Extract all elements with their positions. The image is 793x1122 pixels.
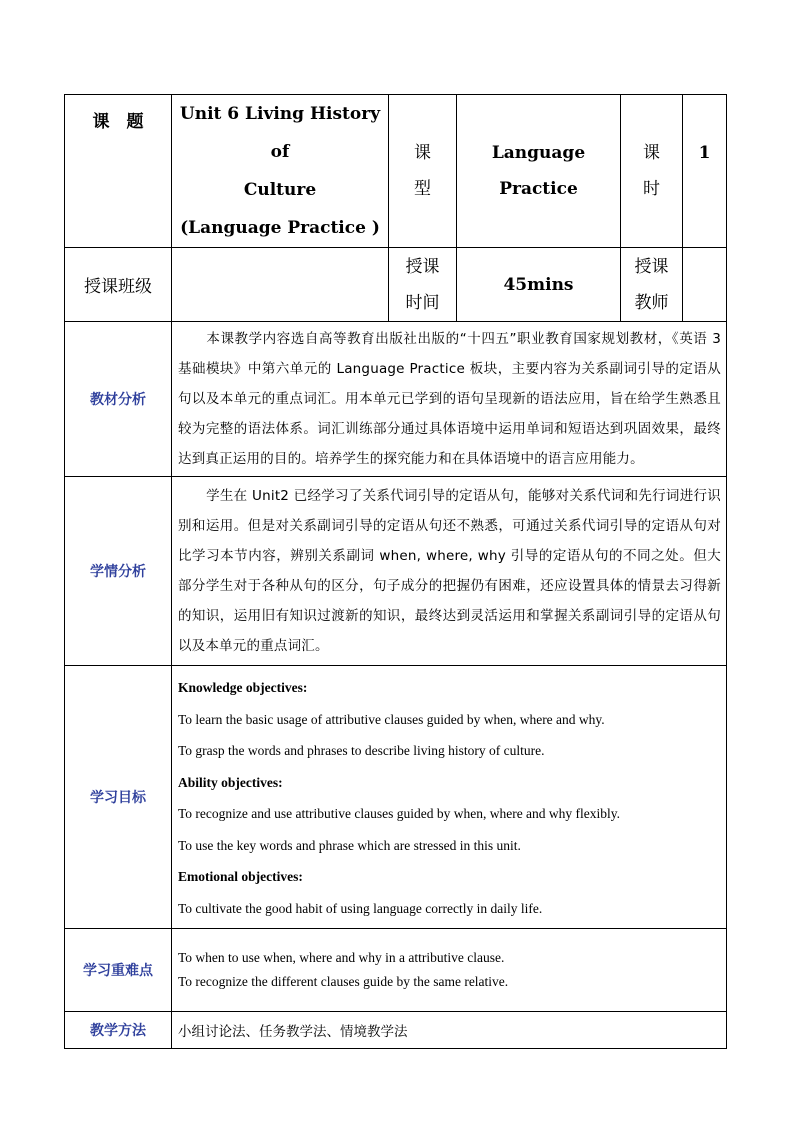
time-label-2: 时间 [405, 292, 440, 313]
time-label-1: 授课 [405, 256, 440, 277]
difficulties-label-cell [65, 929, 172, 1012]
ability-objectives-heading: Ability objectives: [178, 774, 283, 790]
difficulty-2: To recognize the different clauses guide by the same relative. [178, 974, 509, 989]
lesson-plan-table [64, 94, 727, 1049]
knowledge-objective-1: To learn the basic usage of attributive clauses guided by when, where and why. [178, 711, 605, 727]
class-label: 授课班级 [84, 277, 152, 297]
teacher-value-cell [683, 248, 727, 322]
material-text-cell [172, 322, 727, 477]
difficulties-cell [172, 929, 727, 1012]
teacher-label-2: 教师 [634, 292, 669, 313]
topic-line-1: Unit 6 Living History of [179, 104, 381, 162]
topic-line-3: (Language Practice ) [180, 218, 380, 238]
students-text: 学生在 Unit2 已经学习了关系代词引导的定语从句，能够对关系代词和先行词进行识别和运用。但是对关系副词引导的定语从句还不熟悉，可通过关系代词引导的定语从句对比学习本节内容，辨别关系副词 when, where, why 引导的定语从句的不同之处。但大部分学生对于各种从句的区分，句子成分的把握仍有困难，还应设置具体的情景去习得新的知识，运用旧有知识过渡新的知识，最终达到灵活运用和掌握关系副词引导的定语从句以及本单元的重点词汇。 [178, 488, 721, 654]
topic-line-2: Culture [243, 180, 317, 200]
time-value-cell [457, 248, 621, 322]
time-value: 45mins [503, 274, 574, 295]
class-value-cell [172, 248, 389, 322]
students-label: 学情分析 [90, 564, 146, 580]
topic-label-cell [65, 95, 172, 248]
methods-label: 教学方法 [90, 1023, 146, 1039]
hours-label-cell [621, 95, 683, 248]
material-label: 教材分析 [90, 392, 146, 408]
students-row [65, 477, 727, 666]
objectives-label: 学习目标 [90, 790, 146, 806]
difficulties-row [65, 929, 727, 1012]
teacher-label-cell [621, 248, 683, 322]
type-value-cell [457, 95, 621, 248]
emotional-objective-1: To cultivate the good habit of using language correctly in daily life. [178, 900, 543, 916]
material-row [65, 322, 727, 477]
topic-value-cell [172, 95, 389, 248]
hours-label-1: 课 [643, 143, 660, 163]
methods-cell [172, 1012, 727, 1049]
objectives-cell [172, 666, 727, 929]
difficulty-1: To when to use when, where and why in a attributive clause. [178, 950, 505, 965]
hours-value: 1 [698, 143, 711, 163]
objectives-label-cell [65, 666, 172, 929]
teacher-label-1: 授课 [634, 256, 669, 277]
type-value-2: Practice [499, 179, 578, 199]
hours-label-2: 时 [643, 179, 660, 199]
methods-text: 小组讨论法、任务教学法、情境教学法 [178, 1024, 408, 1040]
methods-row [65, 1012, 727, 1049]
type-label-cell [389, 95, 457, 248]
methods-label-cell [65, 1012, 172, 1049]
material-label-cell [65, 322, 172, 477]
students-label-cell [65, 477, 172, 666]
type-label-1: 课 [414, 143, 431, 163]
students-text-cell [172, 477, 727, 666]
objectives-row [65, 666, 727, 929]
class-row [65, 248, 727, 322]
topic-label: 课 题 [92, 112, 144, 132]
type-value-1: Language [491, 143, 586, 163]
time-label-cell [389, 248, 457, 322]
material-text: 本课教学内容选自高等教育出版社出版的“十四五”职业教育国家规划教材，《英语 3 基础模块》中第六单元的 Language Practice 板块，主要内容为关系副词引导的定语从句以及本单元的重点词汇。用本单元已学到的语句呈现新的语法应用，旨在给学生熟悉且较为完整的语法体系。词汇训练部分通过具体语境中运用单词和短语达到巩固效果，最终达到真正运用的目的。培养学生的探究能力和在具体语境中的语言应用能力。 [178, 331, 721, 467]
knowledge-objective-2: To grasp the words and phrases to describe living history of culture. [178, 743, 545, 758]
type-label-2: 型 [414, 179, 431, 199]
header-row [65, 95, 727, 248]
ability-objective-2: To use the key words and phrase which are stressed in this unit. [178, 837, 521, 853]
class-label-cell [65, 248, 172, 322]
difficulties-label: 学习重难点 [83, 963, 153, 979]
knowledge-objectives-heading: Knowledge objectives: [178, 680, 308, 695]
emotional-objectives-heading: Emotional objectives: [178, 869, 303, 884]
ability-objective-1: To recognize and use attributive clauses guided by when, where and why flexibly. [178, 806, 621, 821]
hours-value-cell [683, 95, 727, 248]
